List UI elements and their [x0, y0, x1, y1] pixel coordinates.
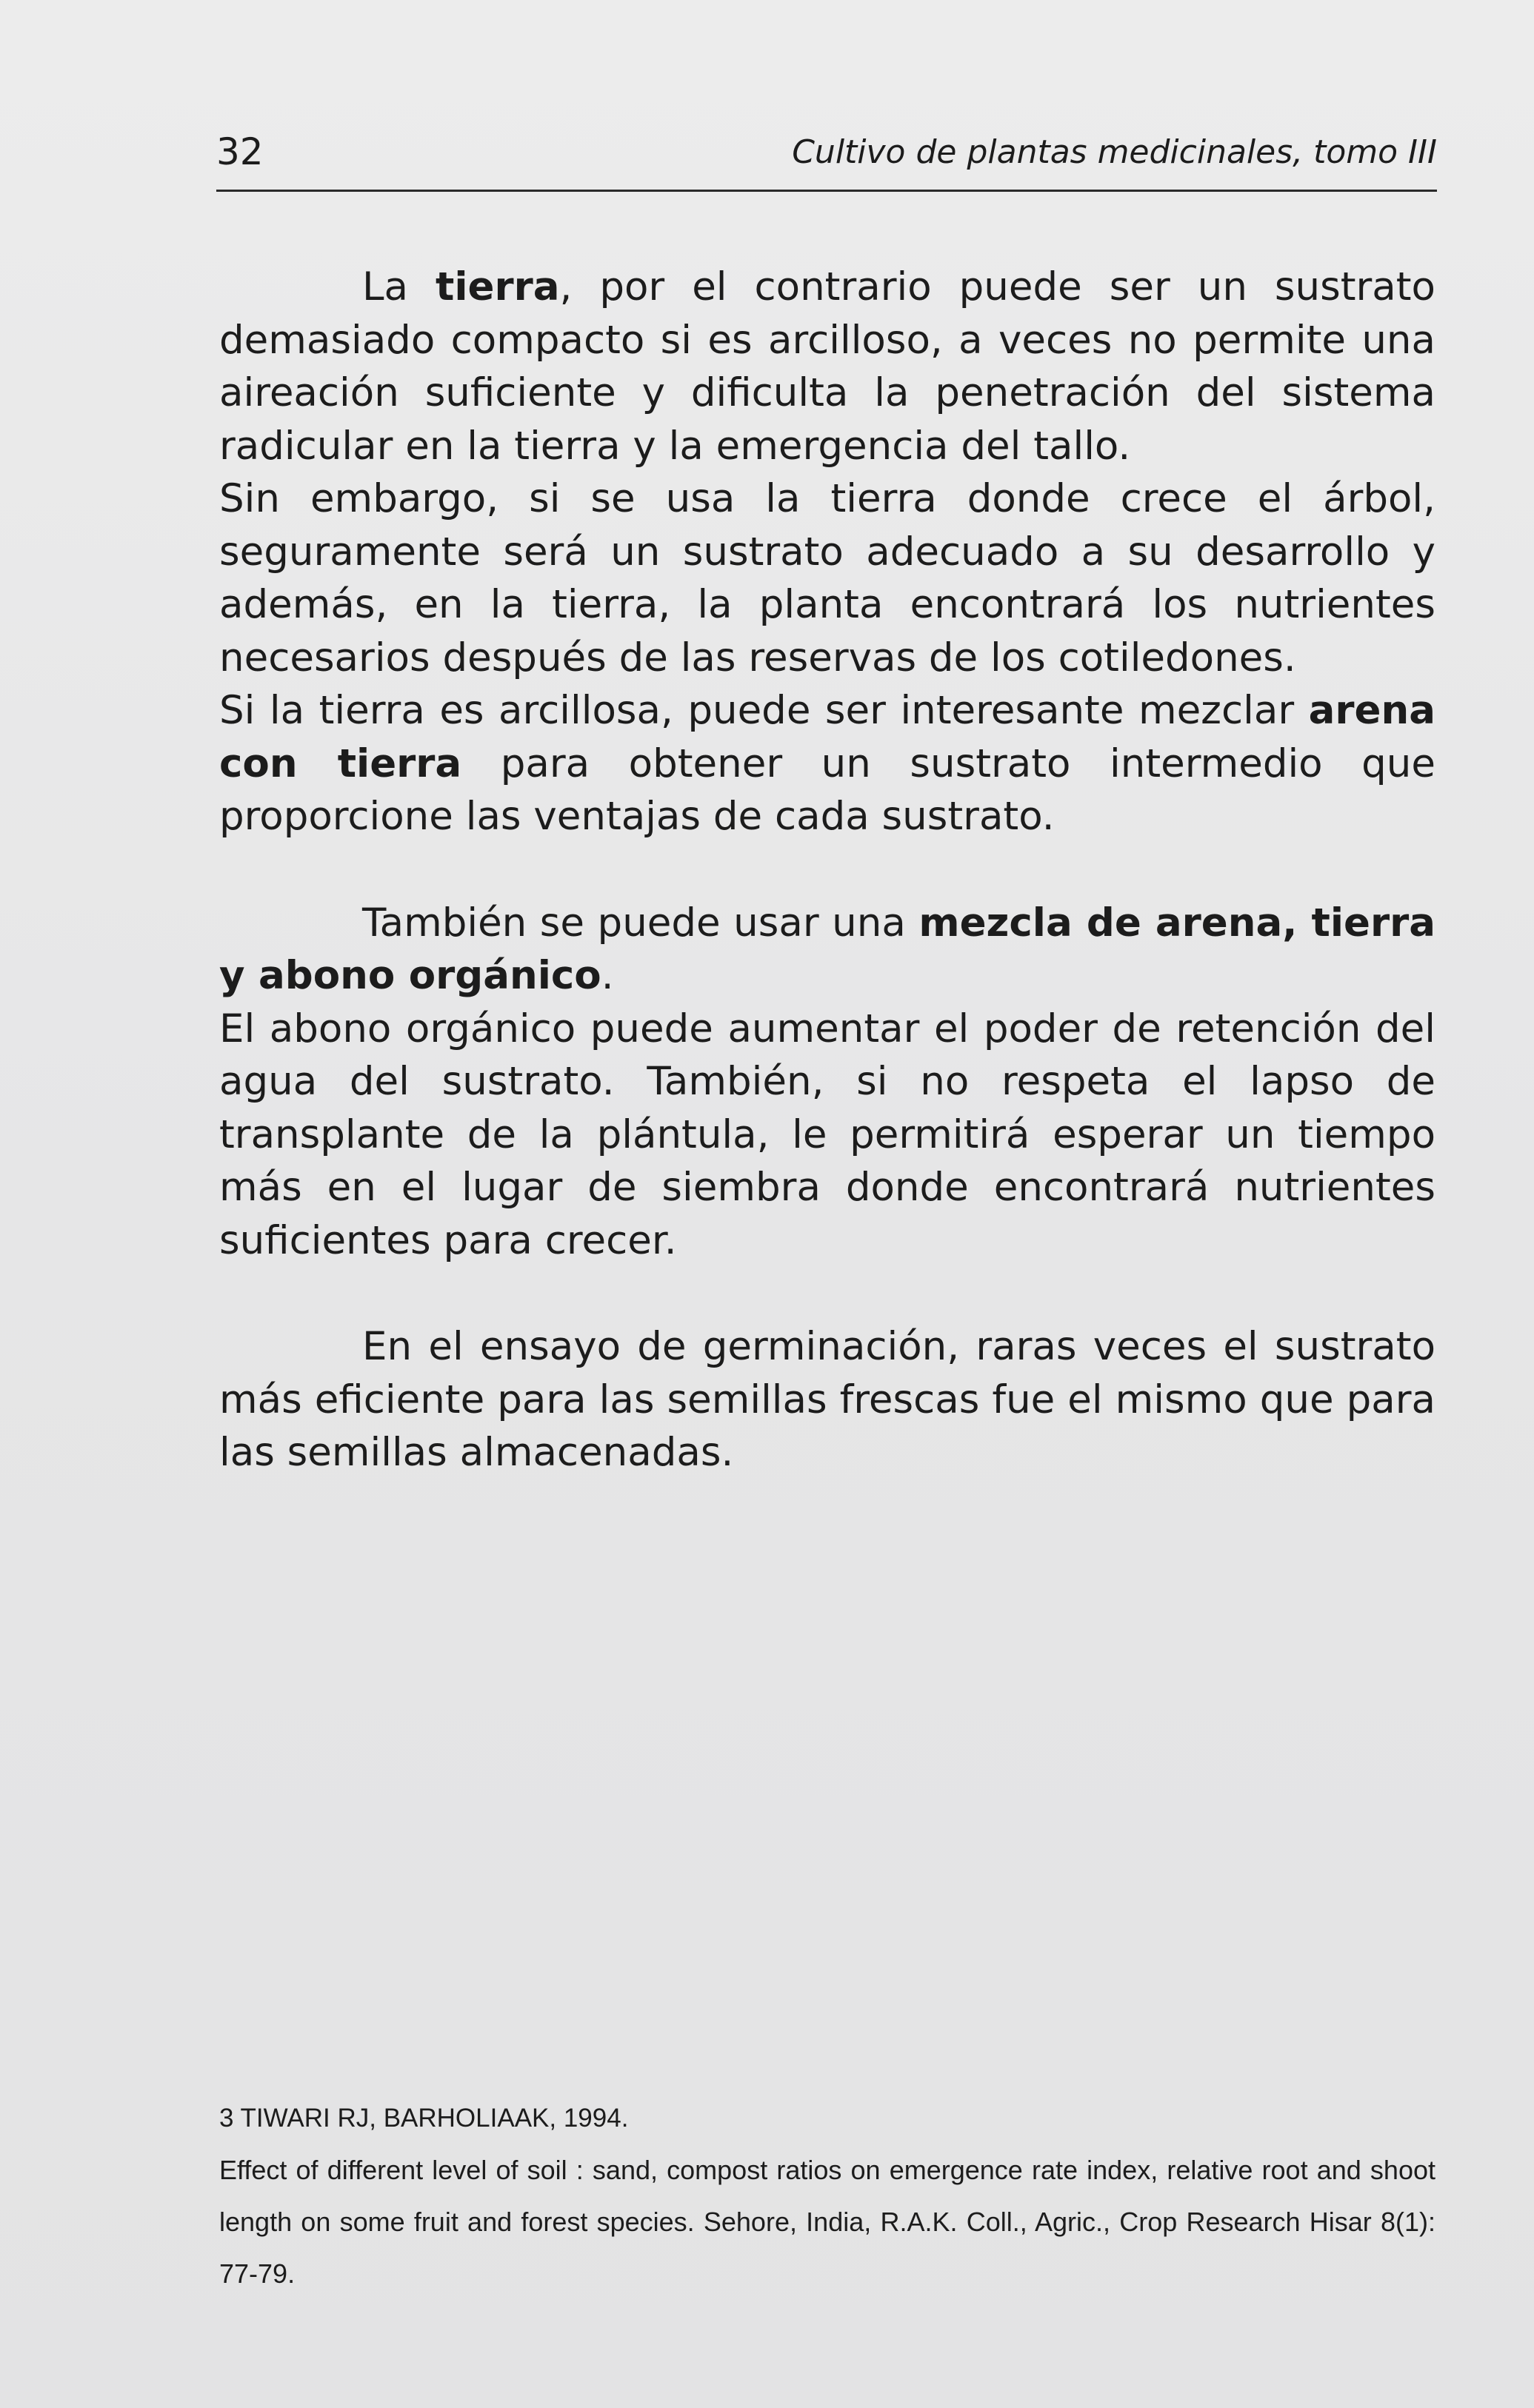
paragraph-text: Si la tierra es arcillosa, puede ser interesante mezclar: [219, 688, 1309, 733]
page-number: 32: [216, 130, 264, 173]
footnote-citation: Effect of different level of soil : sand, compost ratios on emergence rate index, relative root and shoot length on some fruit and forest species. Sehore, India, R.A.K. Coll., Agric., Crop Research Hisar 8(1): 77-79.: [219, 2155, 1435, 2289]
bold-term: mezcla de arena, tierra y abono orgánico: [219, 900, 1435, 998]
footnote: [219, 2093, 1435, 2300]
paragraph-sin-embargo: Sin embargo, si se usa la tierra donde crece el árbol, seguramente será un sustrato adecuado a su desarrollo y además, en la tierra, la planta encontrará los nutrientes necesarios después de las reservas de los cotiledones.: [219, 476, 1435, 680]
paragraph-mezcla: [219, 897, 1435, 1003]
paragraph-text: La: [362, 264, 436, 310]
paragraph-text: para obtener un sustrato intermedio que proporcione las ventajas de cada sustrato.: [219, 740, 1435, 839]
paragraph-tierra: [219, 261, 1435, 472]
paragraph-text: También se puede usar una: [362, 900, 919, 946]
bold-term: tierra: [436, 264, 560, 310]
body-text: [219, 261, 1435, 1479]
bold-term: arena con tierra: [219, 688, 1435, 786]
page-header: [216, 124, 1437, 192]
paragraph-abono: El abono orgánico puede aumentar el poder de retención del agua del sustrato. También, si no respeta el lapso de transplante de la plántula, le permitirá esperar un tiempo más en el lugar de siembra donde encontrará nutrientes suficientes para crecer.: [219, 1006, 1435, 1263]
running-title: Cultivo de plantas medicinales, tomo III: [792, 133, 1437, 171]
paragraph-text: .: [601, 953, 614, 998]
paragraph-gap: [219, 843, 1435, 897]
paragraph-text: , por el contrario puede ser un sustrato demasiado compacto si es arcilloso, a veces no permite una aireación suficiente y dificulta la penetración del sistema radicular en la tierra y la emergencia del tallo.: [219, 264, 1435, 469]
paragraph-arcillosa: [219, 684, 1435, 843]
paragraph-gap: [219, 1267, 1435, 1320]
footnote-reference: 3 TIWARI RJ, BARHOLIAAK, 1994.: [219, 2104, 629, 2133]
paragraph-ensayo: En el ensayo de germinación, raras veces el sustrato más eficiente para las semillas frescas fue el mismo que para las semillas almacenadas.: [219, 1324, 1435, 1475]
